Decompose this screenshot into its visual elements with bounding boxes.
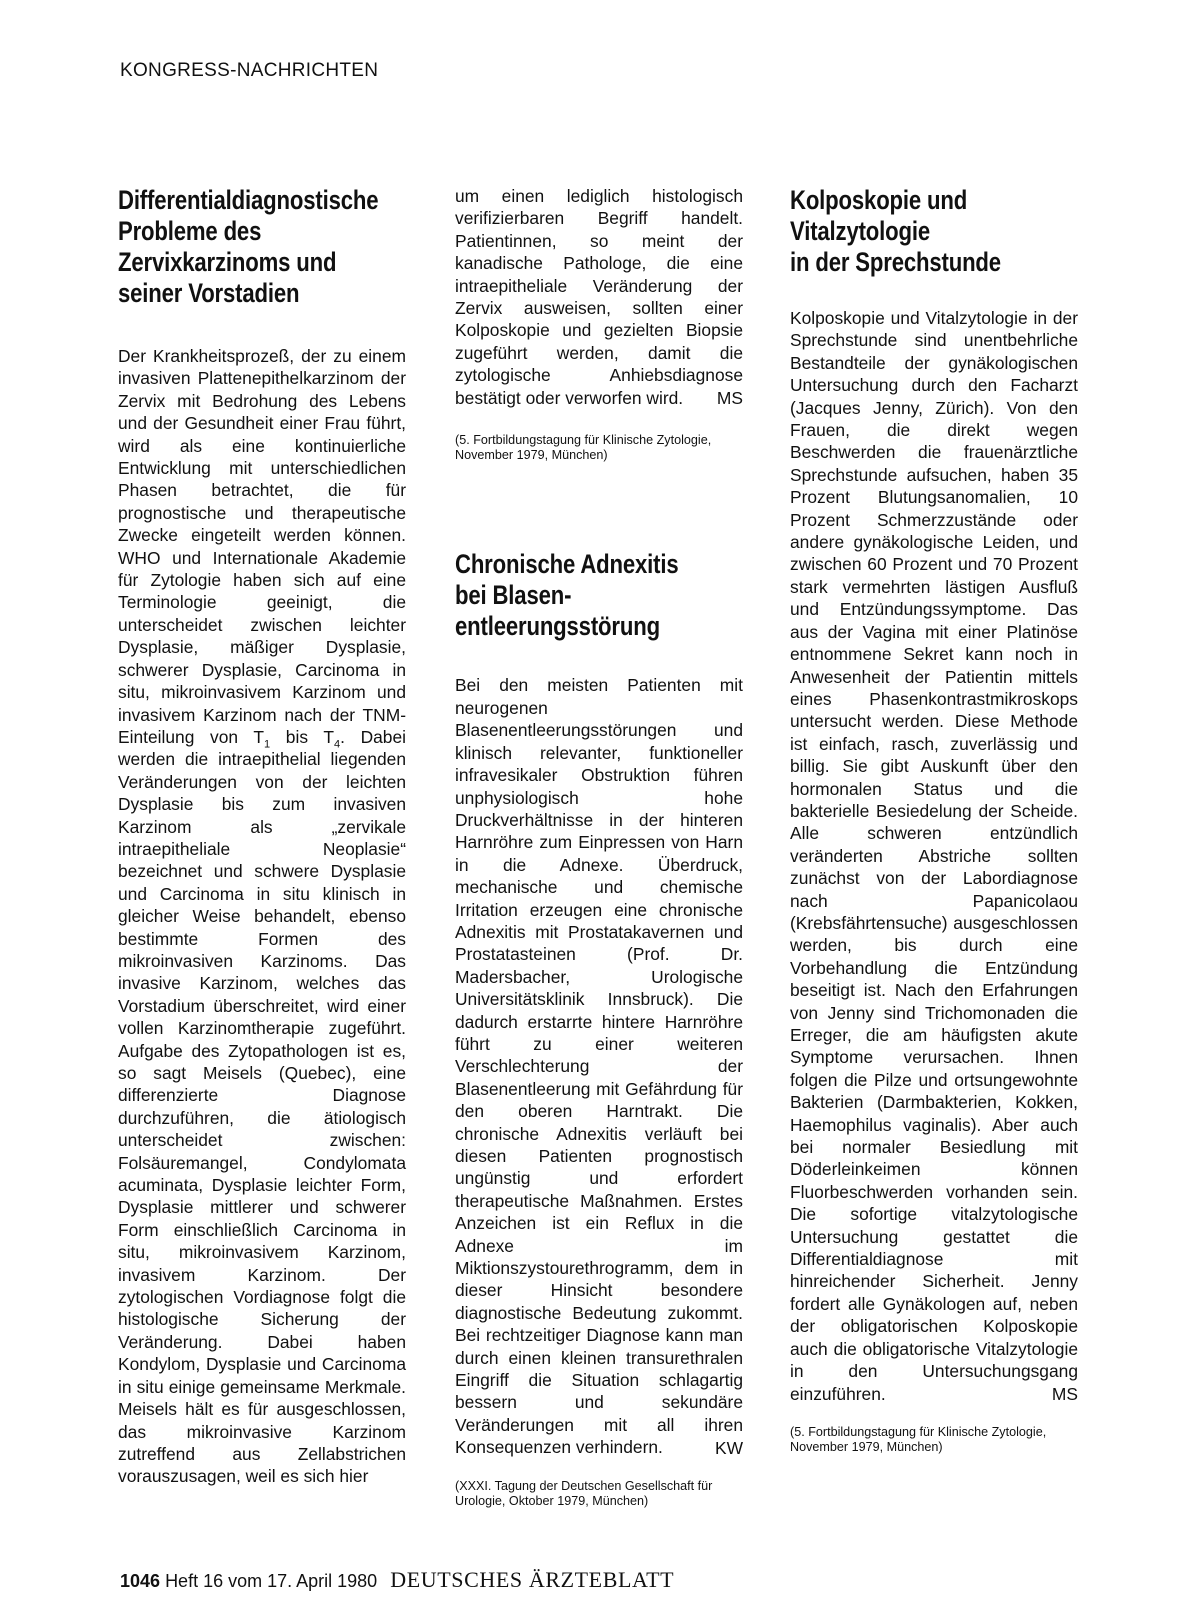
- article-2-title: Chronische Adnexitis bei Blasen- entleerungsstörung: [455, 549, 679, 642]
- article-3-title: Kolposkopie und Vitalzytologie in der Sprechstunde: [790, 185, 1001, 277]
- page-footer: [120, 1567, 674, 1593]
- magazine-name: DEUTSCHES ÄRZTEBLATT: [390, 1567, 675, 1592]
- article-2-body: Bei den meisten Patienten mit neurogenen Blasenentleerungsstörungen und klinisch relevanter, funktioneller infravesikaler Obstruktion führen unphysiologisch hohe Druckverhältnisse in der hinteren Harnröhre zum Einpressen von Harn in die Adnexe. Überdruck, mechanische und chemische Irritation erzeugen eine chronische Adnexitis mit Prostatakavernen und Prostatasteinen (Prof. Dr. Madersbacher, Urologische Universitätsklinik Innsbruck). Die dadurch erstarrte hintere Harnröhre führt zu einer weiteren Verschlechterung der Blasenentleerung mit Gefährdung für den oberen Harntrakt. Die chronische Adnexitis verläuft bei diesen Patienten prognostisch ungünstig und erfordert therapeutische Maßnahmen. Erstes Anzeichen ist ein Reflux in die Adnexe im Miktionszystourethrogramm, dem in dieser Hinsicht besondere diagnostische Bedeutung zukommt. Bei rechtzeitiger Diagnose kann man durch einen kleinen transurethralen Eingriff die Situation schlagartig bessern und sekundäre Veränderungen mit all ihren Konsequenzen verhindern.: [455, 675, 743, 1458]
- article-2-author: KW: [714, 1437, 743, 1458]
- section-header: KONGRESS-NACHRICHTEN: [120, 60, 379, 81]
- article-3-author: MS: [1051, 1383, 1078, 1404]
- article-3-body: Kolposkopie und Vitalzytologie in der Sprechstunde sind unentbehrliche Bestandteile der gynäkologischen Untersuchung durch den Facharzt (Jacques Jenny, Zürich). Von den Frauen, die direkt wegen Beschwerden die frauenärztliche Sprechstunde aufsuchen, haben 35 Prozent Blutungsanomalien, 10 Prozent Schmerzzustände oder andere gynäkologische Leiden, und zwischen 60 Prozent und 70 Prozent stark vermehrten lästigen Ausfluß und Entzündungssymptome. Das aus der Vagina mit einer Platinöse entnommene Sekret kann noch in Anwesenheit der Patientin mittels eines Phasenkontrastmikroskops untersucht werden. Diese Methode ist einfach, rasch, zuverlässig und billig. Sie gibt Auskunft über den hormonalen Status und die bakterielle Besiedelung der Scheide. Alle schweren entzündlich veränderten Abstriche sollten zunächst von der Labordiagnose nach Papanicolaou (Krebsfährtensuche) ausgeschlossen werden, bis durch eine Vorbehandlung die Entzündung beseitigt ist. Nach den Erfahrungen von Jenny sind Trichomonaden die Erreger, die am häufigsten akute Symptome verursachen. Ihnen folgen die Pilze und ortsungewohnte Bakterien (Darmbakterien, Kokken, Haemophilus vaginalis). Aber auch bei normaler Besiedlung mit Döderleinkeimen können Fluorbeschwerden vorhanden sein. Die sofortige vitalzytologische Untersuchung gestattet die Differentialdiagnose mit hinreichender Sicherheit. Jenny fordert alle Gynäkologen auf, neben der obligatorischen Kolposkopie auch die obligatorische Vitalzytologie in den Untersuchungsgang einzuführen.: [790, 308, 1078, 1404]
- article-3-column: [790, 185, 1078, 1455]
- article-1-body: Der Krankheitsprozeß, der zu einem invasiven Plattenepithelkarzinom der Zervix mit Bedrohung des Lebens und der Gesundheit einer Frau führt, wird als eine kontinuierliche Entwicklung mit unterschiedlichen Phasen betrachtet, die für prognostische und therapeutische Zwecke eingeteilt werden können. WHO und Internationale Akademie für Zytologie haben sich auf eine Terminologie geeinigt, die unterscheidet zwischen leichter Dysplasie, mäßiger Dysplasie, schwerer Dysplasie, Carcinoma in situ, mikroinvasivem Karzinom und invasivem Karzinom nach der TNM-Einteilung von $T_1$ bis $T_4$. Dabei werden die intraepithelial liegenden Veränderungen von der leichten Dysplasie bis zum invasiven Karzinom als „zervikale intraepitheliale Neoplasie“ bezeichnet und schwere Dysplasie und Carcinoma in situ klinisch in gleicher Weise behandelt, ebenso bestimmte Formen des mikroinvasiven Karzinoms. Das invasive Karzinom, welches das Vorstadium überschreitet, wird einer vollen Karzinomtherapie zugeführt. Aufgabe des Zytopathologen ist es, so sagt Meisels (Quebec), eine differenzierte Diagnose durchzuführen, die ätiologisch unterscheidet zwischen: Folsäuremangel, Condylomata acuminata, Dysplasie leichter Form, Dysplasie mittlerer und schwerer Form einschließlich Carcinoma in situ, mikroinvasivem Karzinom, invasivem Karzinom. Der zytologischen Vordiagnose folgt die histologische Sicherung der Veränderung. Dabei haben Kondylom, Dysplasie und Carcinoma in situ einige gemeinsame Merkmale. Meisels hält es für ausgeschlossen, das mikroinvasive Karzinom zutreffend aus Zellabstrichen vorauszusagen, weil es sich hier: [118, 346, 407, 1487]
- page-number: 1046: [120, 1571, 161, 1591]
- article-2-column: [455, 185, 743, 1509]
- article-1-column: [118, 185, 406, 1488]
- article-1-author: MS: [716, 388, 743, 409]
- article-1-source: (5. Fortbildungstagung für Klinische Zytologie, November 1979, München): [455, 433, 712, 463]
- article-1-continuation: um einen lediglich histologisch verifizierbaren Begriff handelt. Patientinnen, so meint der kanadische Pathologe, die eine intraepitheliale Veränderung der Zervix ausweisen, sollten einer Kolposkopie und gezielten Biopsie zugeführt werden, damit die zytologische Anhiebsdiagnose bestätigt oder verworfen wird.: [455, 186, 743, 408]
- article-2-source: (XXXI. Tagung der Deutschen Gesellschaft für Urologie, Oktober 1979, München): [455, 1479, 713, 1509]
- article-3-source: (5. Fortbildungstagung für Klinische Zytologie, November 1979, München): [790, 1425, 1047, 1455]
- issue-info: Heft 16 vom 17. April 1980: [165, 1571, 378, 1591]
- article-1-title: Differentialdiagnostische Probleme des Zervixkarzinoms und seiner Vorstadien: [118, 185, 379, 308]
